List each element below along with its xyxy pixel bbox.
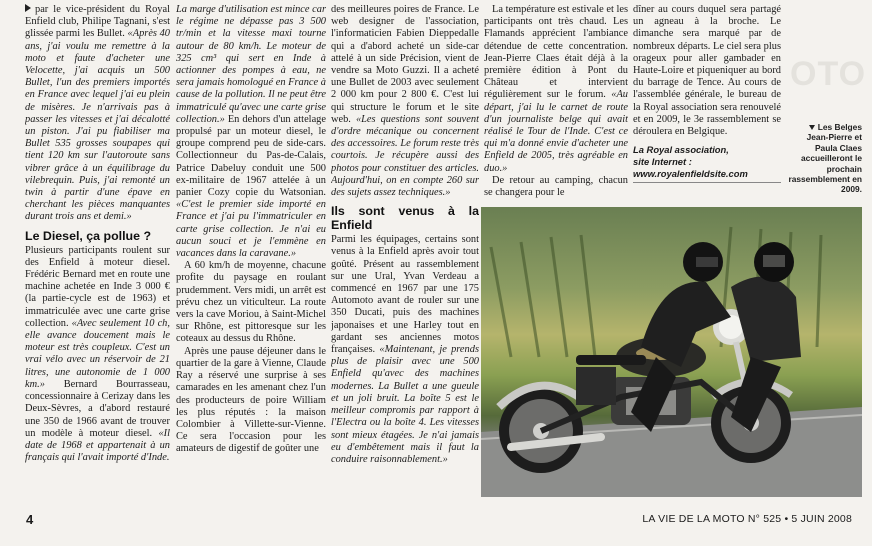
column-1: [25, 4, 170, 508]
col2-paragraph-3: Après une pause déjeuner dans le quartier de la gare à Vienne, Claude Ray a réservé une surprise à ses camarades en les amenant chez l'un des producteurs de poire William les plus réputés : la maison Colombier à Villette-sur-Vienne. Ce sera l'occasion pour les amateurs de digestif de goûter une: [176, 345, 326, 455]
col4-paragraph-2: De retour au camping, chacun se changera pour le: [484, 174, 628, 199]
column-3: [331, 4, 479, 508]
section-heading-diesel: Le Diesel, ça pollue ?: [25, 228, 152, 243]
col5-paragraph-1: dîner au cours duquel sera partagé un agneau à la broche. Le dimanche sera marqué par de nombreux départs. Le ciel sera plus orageux pour aller gambader en Haute-Loire et piqueniquer au bord du barrage de Tence. Au cours de l'assemblée générale, le bureau de la Royal association sera renouvelé et en 2009, le 3e rassemblement se déroulera en Belgique.: [633, 4, 781, 138]
col3-paragraph-1: des meilleures poires de France. Le web designer de l'association, l'informaticien Fabien Dieppedalle qui a d'abord acheté un side-car attelé à un side Précision, vient de vendre sa Moto Guzzi. Il a acheté une Bullet de 2003 avec seulement 2 000 km pour 2 800 €. C'est lui qui structure le forum et le site web. «Les questions sont souvent d'ordre mécanique ou concernent des accessoires. Le forum reste très courtois. Je récupère aussi des photos pour constituer des articles. Aujourd'hui, on en compte 260 sur des sujets assez techniques.»: [331, 4, 479, 199]
column-4: [484, 4, 628, 200]
col3-paragraph-2: Parmi les équipages, certains sont venus à la Enfield après avoir tout goûté. Présent au rassemblement sur une Ural, Yvan Verdeau a commencé en 1967 par une 175 Automoto avant de rouler sur une 350 Ducati, puis des machines japonaises et une Harley tout en gardant ses anciennes motos françaises. «Maintenant, je prends plus de plaisir avec une 500 Enfield qu'avec des machines modernes. La Bullet a une gueule et un joli bruit. La boîte 5 est le meilleur compromis par rapport à l'Electra ou la boîte 4. Les vitesses sont mieux étagées. Je n'ai jamais eu d'embêtement mais il faut la conduire raisonnablement.»: [331, 234, 479, 465]
contact-website: www.royalenfieldsite.com: [633, 168, 781, 183]
section-heading-enfield: Ils sont venus à la Enfield: [331, 204, 479, 233]
caption-arrow-icon: [809, 125, 815, 130]
motorcycle-photo: [481, 207, 862, 497]
contact-line-1: La Royal association,: [633, 144, 729, 156]
bleed-through-text: OTO: [790, 55, 867, 93]
photo-caption: Les Belges Jean-Pierre et Paula Claes accueilleront le prochain rassemblement en 2009.: [788, 122, 862, 195]
page-number: 4: [26, 512, 34, 527]
col1-paragraph-1: par le vice-président du Royal Enfield club, Philipe Tagnani, s'est glissée parmi les Bullet. «Après 40 ans, j'ai voulu me remettre à la moto et faute d'acheter une Velocette, j'ai acquis un 500 Bullet, l'un des premiers importés en France avec lequel j'ai eu plein de misères. Je n'arrivais pas à passer les vitesses et j'ai décalotté un piston. J'ai pu fiabiliser ma Bullet 535 grosses soupapes qui tient 120 km sur l'autoroute sans vibrer grâce à un équilibrage du vilebrequin. Puis, j'ai remonté un twin à partir d'une épave en cherchant les pièces manquantes durant trois ans et demi.»: [25, 4, 170, 223]
column-5: [633, 4, 781, 200]
motorcycle-illustration: [481, 207, 862, 497]
column-2: [176, 4, 326, 508]
col2-paragraph-2: A 60 km/h de moyenne, chacune profite du paysage en roulant prudemment. Vers midi, un arrêt est prévu chez un viticulteur. La route vers la cave Moriou, à Saint-Michel sur Rhône, est pittoresque sur les coteaux au dessus du Rhône.: [176, 260, 326, 345]
col1-paragraph-2: Plusieurs participants roulent sur des Enfield à moteur diesel. Frédéric Bernard met en route une machine achetée en Inde 3 000 € (la partie-cycle est de 1963) et immatriculée avec une carte grise collection. «Avec seulement 10 ch, elle avance doucement mais le moteur est très coupleux. C'est un vrai vélo avec un réservoir de 21 litres, une autonomie de 1 000 km.» Bernard Bourrasseau, concessionnaire à Cerizay dans les Deux-Sèvres, a d'abord restauré une 350 de 1966 avant de trouver un modèle à moteur diesel. «Il date de 1968 et appartenait à un français qui l'avait importé d'Inde.: [25, 244, 170, 464]
col2-paragraph-1: La marge d'utilisation est mince car le régime ne dépasse pas 3 500 tr/min et la vitesse maxi tourne autour de 80 km/h. Le moteur de 325 cm³ qui sert en Inde à actionner des pompes à eau, ne sera jamais homologué en France à cause de la pollution. Il ne peut être immatriculé qu'avec une carte grise collection.» En dehors d'un attelage propulsé par un moteur diesel, le groupe comprend peu de side-cars. Collectionneur du Pas-de-Calais, Patrice Dabeluy conduit une 500 ex-militaire de 1967 attelée à un panier Cozy copie du Watsonian. «C'est le premier side importé en France et j'ai pu l'immatriculer en carte grise collection. Je n'ai eu aucun souci et je l'emmène en vacances dans la caravane.»: [176, 4, 326, 260]
contact-line-2: site Internet :: [633, 156, 692, 168]
paragraph-bullet-icon: [25, 4, 31, 12]
contact-box: [633, 144, 781, 183]
publication-footer: LA VIE DE LA MOTO N° 525 • 5 JUIN 2008: [642, 513, 852, 525]
col4-paragraph-1: La température est estivale et les participants ont très chaud. Les Flamands apprécient l'ambiance détendue de cette concentration. Jean-Pierre Claes était déjà à la première édition à Pont du Château et intervient régulièrement sur le forum. «Au départ, j'ai lu le carnet de route d'un journaliste belge qui avait réalisé le Tour de l'Inde. C'est ce qui m'a donné envie d'acheter une Enfield de 2005, très agréable en duo.»: [484, 4, 628, 174]
